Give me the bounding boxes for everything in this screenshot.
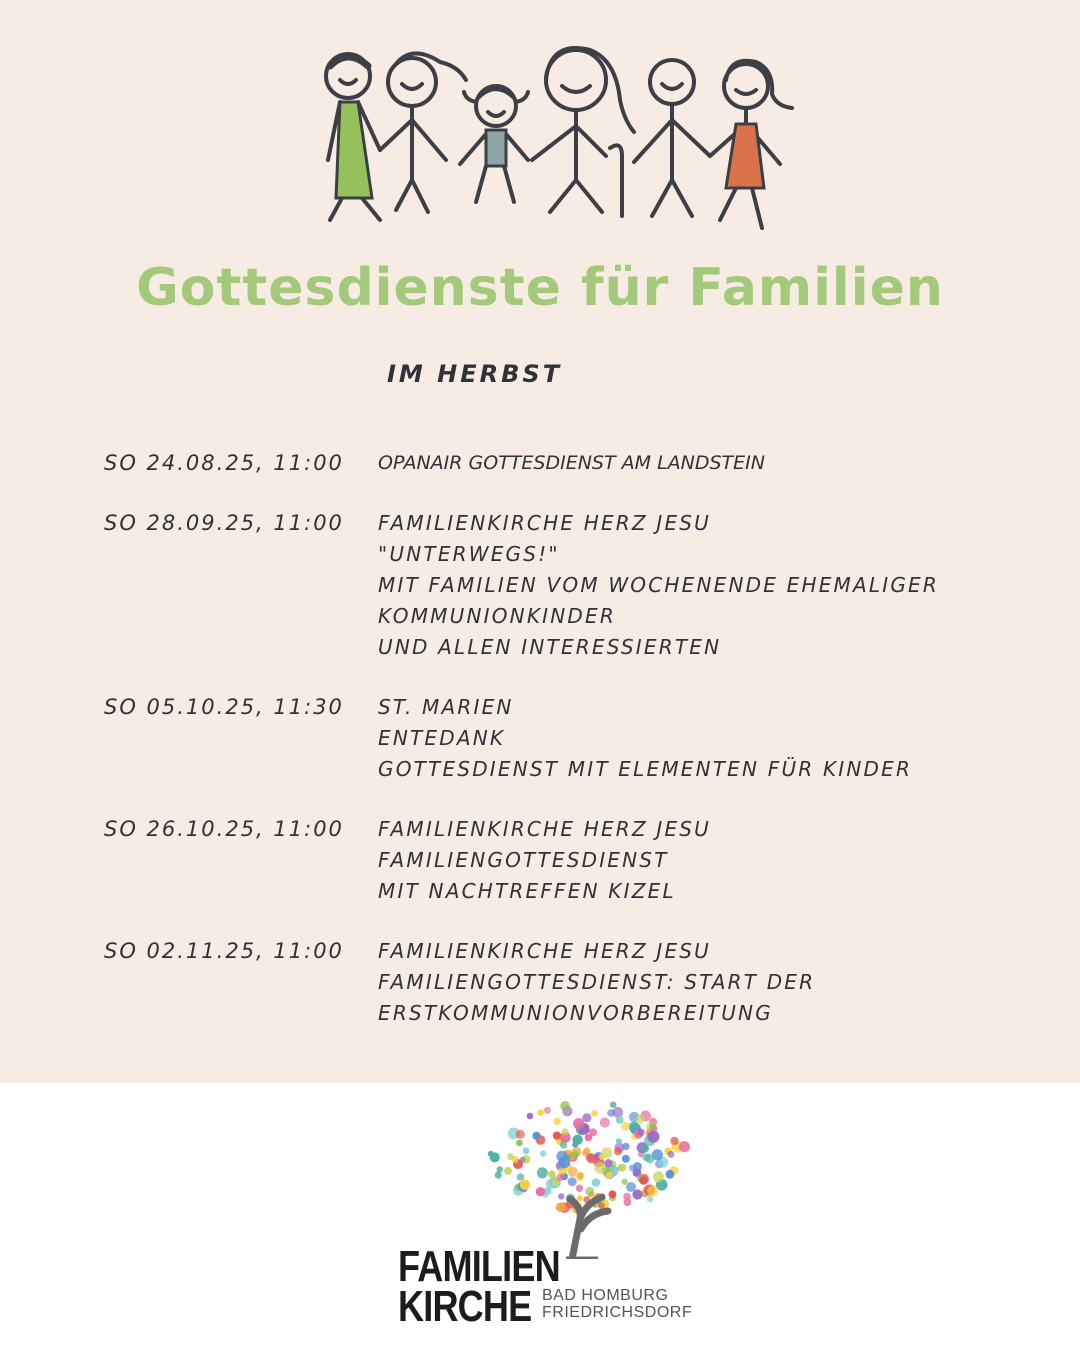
tree-dot: [638, 1129, 645, 1136]
event-line: FAMILIENGOTTESDIENST: [378, 848, 669, 872]
tree-dot: [583, 1147, 590, 1154]
tree-dot: [571, 1150, 579, 1158]
tree-dot: [527, 1113, 534, 1120]
tree-dot: [490, 1152, 500, 1162]
tree-dot: [516, 1130, 525, 1139]
tree-dot: [557, 1174, 565, 1182]
tree-dot: [641, 1144, 650, 1153]
tree-dot: [623, 1193, 631, 1201]
event-line: FAMILIENKIRCHE HERZ JESU: [378, 939, 712, 963]
tree-dot: [585, 1134, 593, 1142]
tree-dot: [614, 1147, 622, 1155]
tree-dot: [587, 1154, 597, 1164]
tree-dot: [553, 1118, 560, 1125]
tree-dot: [504, 1167, 512, 1175]
event-line: UND ALLEN INTERESSIERTEN: [378, 635, 722, 659]
tree-dot: [517, 1173, 525, 1181]
tree-dot: [639, 1176, 647, 1184]
tree-dot: [576, 1185, 583, 1192]
tree-dot: [607, 1109, 615, 1117]
event-date: SO 28.09.25, 11:00: [104, 511, 344, 535]
tree-dot: [632, 1189, 642, 1199]
tree-dot: [648, 1131, 660, 1143]
tree-dot: [670, 1137, 678, 1145]
event-date: SO 26.10.25, 11:00: [104, 817, 344, 841]
tree-dot: [621, 1122, 630, 1131]
event-line: OPANAIR GOTTESDIENST AM LANDSTEIN: [378, 452, 765, 474]
tree-dot: [653, 1171, 664, 1182]
tree-dot: [647, 1185, 658, 1196]
tree-dot: [556, 1151, 567, 1162]
tree-dot: [636, 1114, 645, 1123]
page-title: Gottesdienste für Familien: [136, 258, 944, 318]
tree-dot: [495, 1172, 502, 1179]
tree-dot: [560, 1141, 568, 1149]
tree-dot: [582, 1113, 591, 1122]
tree-dot: [520, 1180, 530, 1190]
tree-dot: [516, 1140, 523, 1147]
tree-dot: [537, 1167, 548, 1178]
tree-dot: [622, 1155, 630, 1163]
tree-dot: [512, 1156, 519, 1163]
event-line: ST. MARIEN: [378, 695, 514, 719]
tree-dot: [650, 1123, 656, 1129]
event-line: MIT FAMILIEN VOM WOCHENENDE EHEMALIGER: [378, 573, 939, 597]
tree-dot: [523, 1147, 530, 1154]
subtitle: IM HERBST: [387, 360, 563, 388]
event-line: MIT NACHTREFFEN KIZEL: [378, 879, 676, 903]
event-line: "UNTERWEGS!": [378, 542, 560, 566]
tree-dot: [622, 1143, 629, 1150]
tree-dot: [592, 1178, 601, 1187]
tree-dot: [668, 1151, 675, 1158]
event-item: [104, 814, 1004, 907]
event-item: [104, 448, 1004, 479]
logo-sub-friedrichsdorf: FRIEDRICHSDORF: [542, 1304, 693, 1321]
event-line: FAMILIENKIRCHE HERZ JESU: [378, 511, 712, 535]
tree-dot: [536, 1187, 545, 1196]
event-schedule: [104, 448, 1004, 1058]
event-item: [104, 692, 1004, 785]
event-line: GOTTESDIENST MIT ELEMENTEN FÜR KINDER: [378, 757, 913, 781]
tree-dot: [532, 1132, 540, 1140]
tree-dot: [606, 1172, 613, 1179]
tree-dot: [572, 1135, 582, 1145]
event-item: [104, 936, 1004, 1029]
tree-dot: [618, 1164, 626, 1172]
logo-word-familien: FAMILIEN: [398, 1242, 560, 1291]
stick-figure-family-icon: [300, 40, 800, 240]
tree-dot: [609, 1190, 617, 1198]
tree-dot: [647, 1196, 653, 1202]
tree-dot: [666, 1170, 675, 1179]
tree-dot: [577, 1195, 583, 1201]
tree-dot: [679, 1141, 690, 1152]
tree-dot: [577, 1172, 584, 1179]
logo-word-kirche: KIRCHE: [398, 1282, 532, 1331]
event-line: ENTEDANK: [378, 726, 506, 750]
tree-dot: [560, 1101, 570, 1111]
event-date: SO 05.10.25, 11:30: [104, 695, 344, 719]
tree-dot: [558, 1193, 564, 1199]
tree-dot: [645, 1154, 655, 1164]
tree-dot: [540, 1150, 547, 1157]
tree-dot: [556, 1202, 566, 1212]
tree-dot: [616, 1138, 622, 1144]
tree-dot: [616, 1116, 624, 1124]
tree-dot: [591, 1110, 598, 1117]
logo-sub-bad-homburg: BAD HOMBURG: [542, 1287, 669, 1304]
footer-logo-area: [0, 1083, 1080, 1348]
event-line: KOMMUNIONKINDER: [378, 604, 616, 628]
tree-dot: [594, 1162, 606, 1174]
tree-dot: [544, 1107, 551, 1114]
tree-dot: [621, 1178, 628, 1185]
event-line: FAMILIENGOTTESDIENST: START DER: [378, 970, 816, 994]
tree-dot: [520, 1157, 526, 1163]
tree-dot: [552, 1179, 558, 1185]
tree-dot: [553, 1132, 561, 1140]
event-date: SO 24.08.25, 11:00: [104, 451, 344, 475]
tree-dot: [573, 1118, 584, 1129]
tree-dot: [537, 1109, 544, 1116]
tree-dot: [610, 1101, 617, 1108]
event-item: [104, 508, 1004, 663]
tree-dot: [600, 1117, 610, 1127]
event-line: FAMILIENKIRCHE HERZ JESU: [378, 817, 712, 841]
colorful-tree-icon: [480, 1099, 710, 1259]
event-line: ERSTKOMMUNIONVORBEREITUNG: [378, 1001, 773, 1025]
tree-dot: [568, 1177, 577, 1186]
event-date: SO 02.11.25, 11:00: [104, 939, 344, 963]
tree-dot: [562, 1128, 569, 1135]
tree-dot: [599, 1154, 605, 1160]
tree-dot: [585, 1187, 594, 1196]
